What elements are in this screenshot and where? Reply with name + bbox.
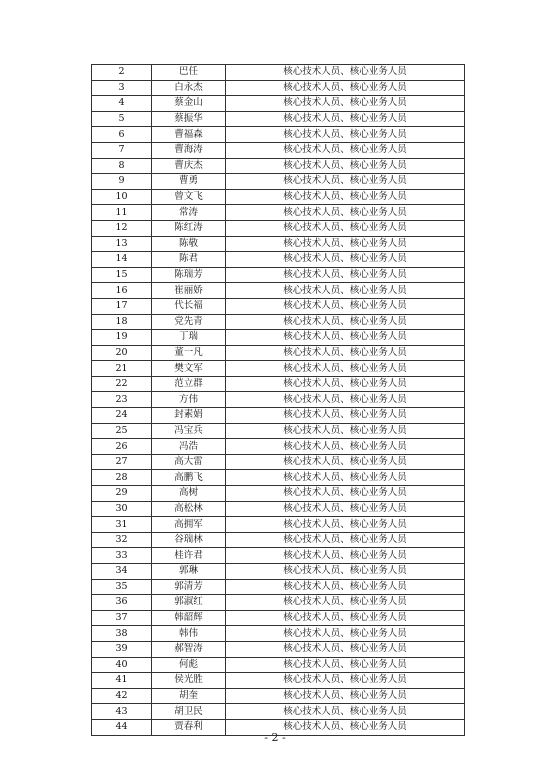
row-number-cell: 24 (92, 408, 152, 424)
table-row (92, 626, 465, 642)
row-number-cell: 13 (92, 236, 152, 252)
category-cell: 核心技术人员、核心业务人员 (226, 376, 465, 392)
category-cell: 核心技术人员、核心业务人员 (226, 96, 465, 112)
row-number-cell: 11 (92, 205, 152, 221)
category-cell: 核心技术人员、核心业务人员 (226, 564, 465, 580)
table-row (92, 392, 465, 408)
table-row (92, 127, 465, 143)
row-number-cell: 22 (92, 376, 152, 392)
table-row (92, 298, 465, 314)
row-number-cell: 29 (92, 486, 152, 502)
category-cell: 核心技术人员、核心业务人员 (226, 283, 465, 299)
name-cell: 侯光胜 (152, 673, 226, 689)
table-row (92, 205, 465, 221)
table-row (92, 564, 465, 580)
table-row (92, 408, 465, 424)
row-number-cell: 26 (92, 439, 152, 455)
row-number-cell: 34 (92, 564, 152, 580)
table-row (92, 610, 465, 626)
row-number-cell: 38 (92, 626, 152, 642)
category-cell: 核心技术人员、核心业务人员 (226, 501, 465, 517)
name-cell: 范立群 (152, 376, 226, 392)
table-row (92, 96, 465, 112)
table-row (92, 283, 465, 299)
table-row (92, 579, 465, 595)
category-cell: 核心技术人员、核心业务人员 (226, 345, 465, 361)
name-cell: 韩伟 (152, 626, 226, 642)
name-cell: 郭淑红 (152, 595, 226, 611)
table-row (92, 486, 465, 502)
category-cell: 核心技术人员、核心业务人员 (226, 330, 465, 346)
row-number-cell: 39 (92, 641, 152, 657)
page-number: - 2 - (264, 731, 286, 744)
category-cell: 核心技术人员、核心业务人员 (226, 189, 465, 205)
table-row (92, 252, 465, 268)
category-cell: 核心技术人员、核心业务人员 (226, 610, 465, 626)
category-cell: 核心技术人员、核心业务人员 (226, 641, 465, 657)
table-row (92, 142, 465, 158)
name-cell: 贾春利 (152, 719, 226, 735)
name-cell: 曹庆杰 (152, 158, 226, 174)
category-cell: 核心技术人员、核心业务人员 (226, 548, 465, 564)
name-cell: 巴任 (152, 65, 226, 81)
row-number-cell: 5 (92, 111, 152, 127)
row-number-cell: 32 (92, 532, 152, 548)
row-number-cell: 36 (92, 595, 152, 611)
row-number-cell: 20 (92, 345, 152, 361)
name-cell: 高鹏飞 (152, 470, 226, 486)
category-cell: 核心技术人员、核心业务人员 (226, 220, 465, 236)
row-number-cell: 14 (92, 252, 152, 268)
name-cell: 冯浩 (152, 439, 226, 455)
category-cell: 核心技术人员、核心业务人员 (226, 439, 465, 455)
name-cell: 高拥军 (152, 517, 226, 533)
row-number-cell: 44 (92, 719, 152, 735)
name-cell: 郭琳 (152, 564, 226, 580)
row-number-cell: 25 (92, 423, 152, 439)
category-cell: 核心技术人员、核心业务人员 (226, 673, 465, 689)
name-cell: 樊文军 (152, 361, 226, 377)
table-row (92, 548, 465, 564)
table-row (92, 688, 465, 704)
category-cell: 核心技术人员、核心业务人员 (226, 127, 465, 143)
category-cell: 核心技术人员、核心业务人员 (226, 205, 465, 221)
table-row (92, 657, 465, 673)
row-number-cell: 19 (92, 330, 152, 346)
table-row (92, 641, 465, 657)
table-row (92, 501, 465, 517)
table-row (92, 174, 465, 190)
category-cell: 核心技术人员、核心业务人员 (226, 579, 465, 595)
category-cell: 核心技术人员、核心业务人员 (226, 486, 465, 502)
name-cell: 曹勇 (152, 174, 226, 190)
row-number-cell: 2 (92, 65, 152, 81)
table-row (92, 361, 465, 377)
name-cell: 常涛 (152, 205, 226, 221)
row-number-cell: 40 (92, 657, 152, 673)
name-cell: 郭清芳 (152, 579, 226, 595)
name-cell: 陈瑞芳 (152, 267, 226, 283)
row-number-cell: 30 (92, 501, 152, 517)
name-cell: 高大雷 (152, 454, 226, 470)
row-number-cell: 33 (92, 548, 152, 564)
table-row (92, 314, 465, 330)
category-cell: 核心技术人员、核心业务人员 (226, 111, 465, 127)
name-cell: 高松林 (152, 501, 226, 517)
name-cell: 冯宝兵 (152, 423, 226, 439)
category-cell: 核心技术人员、核心业务人员 (226, 252, 465, 268)
row-number-cell: 16 (92, 283, 152, 299)
category-cell: 核心技术人员、核心业务人员 (226, 657, 465, 673)
row-number-cell: 31 (92, 517, 152, 533)
category-cell: 核心技术人员、核心业务人员 (226, 142, 465, 158)
category-cell: 核心技术人员、核心业务人员 (226, 267, 465, 283)
name-cell: 高树 (152, 486, 226, 502)
row-number-cell: 18 (92, 314, 152, 330)
table-row (92, 65, 465, 81)
category-cell: 核心技术人员、核心业务人员 (226, 408, 465, 424)
category-cell: 核心技术人员、核心业务人员 (226, 626, 465, 642)
category-cell: 核心技术人员、核心业务人员 (226, 454, 465, 470)
category-cell: 核心技术人员、核心业务人员 (226, 704, 465, 720)
category-cell: 核心技术人员、核心业务人员 (226, 392, 465, 408)
name-cell: 谷瑞林 (152, 532, 226, 548)
table-row (92, 345, 465, 361)
table-row (92, 330, 465, 346)
category-cell: 核心技术人员、核心业务人员 (226, 298, 465, 314)
row-number-cell: 27 (92, 454, 152, 470)
table-row (92, 80, 465, 96)
category-cell: 核心技术人员、核心业务人员 (226, 158, 465, 174)
table-row (92, 423, 465, 439)
category-cell: 核心技术人员、核心业务人员 (226, 314, 465, 330)
name-cell: 方伟 (152, 392, 226, 408)
category-cell: 核心技术人员、核心业务人员 (226, 423, 465, 439)
row-number-cell: 4 (92, 96, 152, 112)
table-row (92, 376, 465, 392)
category-cell: 核心技术人员、核心业务人员 (226, 532, 465, 548)
table-row (92, 517, 465, 533)
row-number-cell: 7 (92, 142, 152, 158)
row-number-cell: 37 (92, 610, 152, 626)
row-number-cell: 43 (92, 704, 152, 720)
name-cell: 陈君 (152, 252, 226, 268)
name-cell: 何彪 (152, 657, 226, 673)
name-cell: 胡奎 (152, 688, 226, 704)
row-number-cell: 8 (92, 158, 152, 174)
name-cell: 董一凡 (152, 345, 226, 361)
table-row (92, 470, 465, 486)
row-number-cell: 15 (92, 267, 152, 283)
table-row (92, 595, 465, 611)
category-cell: 核心技术人员、核心业务人员 (226, 688, 465, 704)
name-cell: 蔡振华 (152, 111, 226, 127)
category-cell: 核心技术人员、核心业务人员 (226, 517, 465, 533)
name-cell: 曹海涛 (152, 142, 226, 158)
category-cell: 核心技术人员、核心业务人员 (226, 719, 465, 735)
name-cell: 代长福 (152, 298, 226, 314)
row-number-cell: 10 (92, 189, 152, 205)
row-number-cell: 21 (92, 361, 152, 377)
row-number-cell: 6 (92, 127, 152, 143)
table-row (92, 267, 465, 283)
category-cell: 核心技术人员、核心业务人员 (226, 361, 465, 377)
name-cell: 曾文飞 (152, 189, 226, 205)
table-row (92, 220, 465, 236)
table-row (92, 439, 465, 455)
table-row (92, 704, 465, 720)
category-cell: 核心技术人员、核心业务人员 (226, 595, 465, 611)
name-cell: 陈敬 (152, 236, 226, 252)
name-cell: 曹福森 (152, 127, 226, 143)
name-cell: 封素娟 (152, 408, 226, 424)
category-cell: 核心技术人员、核心业务人员 (226, 236, 465, 252)
personnel-table-body (92, 65, 465, 736)
row-number-cell: 35 (92, 579, 152, 595)
table-row (92, 236, 465, 252)
personnel-table (91, 64, 465, 736)
category-cell: 核心技术人员、核心业务人员 (226, 65, 465, 81)
row-number-cell: 12 (92, 220, 152, 236)
category-cell: 核心技术人员、核心业务人员 (226, 80, 465, 96)
name-cell: 郝智涛 (152, 641, 226, 657)
name-cell: 丁瑞 (152, 330, 226, 346)
row-number-cell: 28 (92, 470, 152, 486)
category-cell: 核心技术人员、核心业务人员 (226, 174, 465, 190)
name-cell: 蔡金山 (152, 96, 226, 112)
name-cell: 白永杰 (152, 80, 226, 96)
row-number-cell: 17 (92, 298, 152, 314)
row-number-cell: 23 (92, 392, 152, 408)
name-cell: 党先青 (152, 314, 226, 330)
name-cell: 崔丽娇 (152, 283, 226, 299)
table-row (92, 111, 465, 127)
name-cell: 桂许君 (152, 548, 226, 564)
table-row (92, 454, 465, 470)
row-number-cell: 3 (92, 80, 152, 96)
row-number-cell: 41 (92, 673, 152, 689)
table-row (92, 532, 465, 548)
table-row (92, 158, 465, 174)
name-cell: 韩韶辉 (152, 610, 226, 626)
row-number-cell: 9 (92, 174, 152, 190)
category-cell: 核心技术人员、核心业务人员 (226, 470, 465, 486)
name-cell: 胡卫民 (152, 704, 226, 720)
name-cell: 陈红涛 (152, 220, 226, 236)
table-row (92, 189, 465, 205)
row-number-cell: 42 (92, 688, 152, 704)
table-row (92, 673, 465, 689)
